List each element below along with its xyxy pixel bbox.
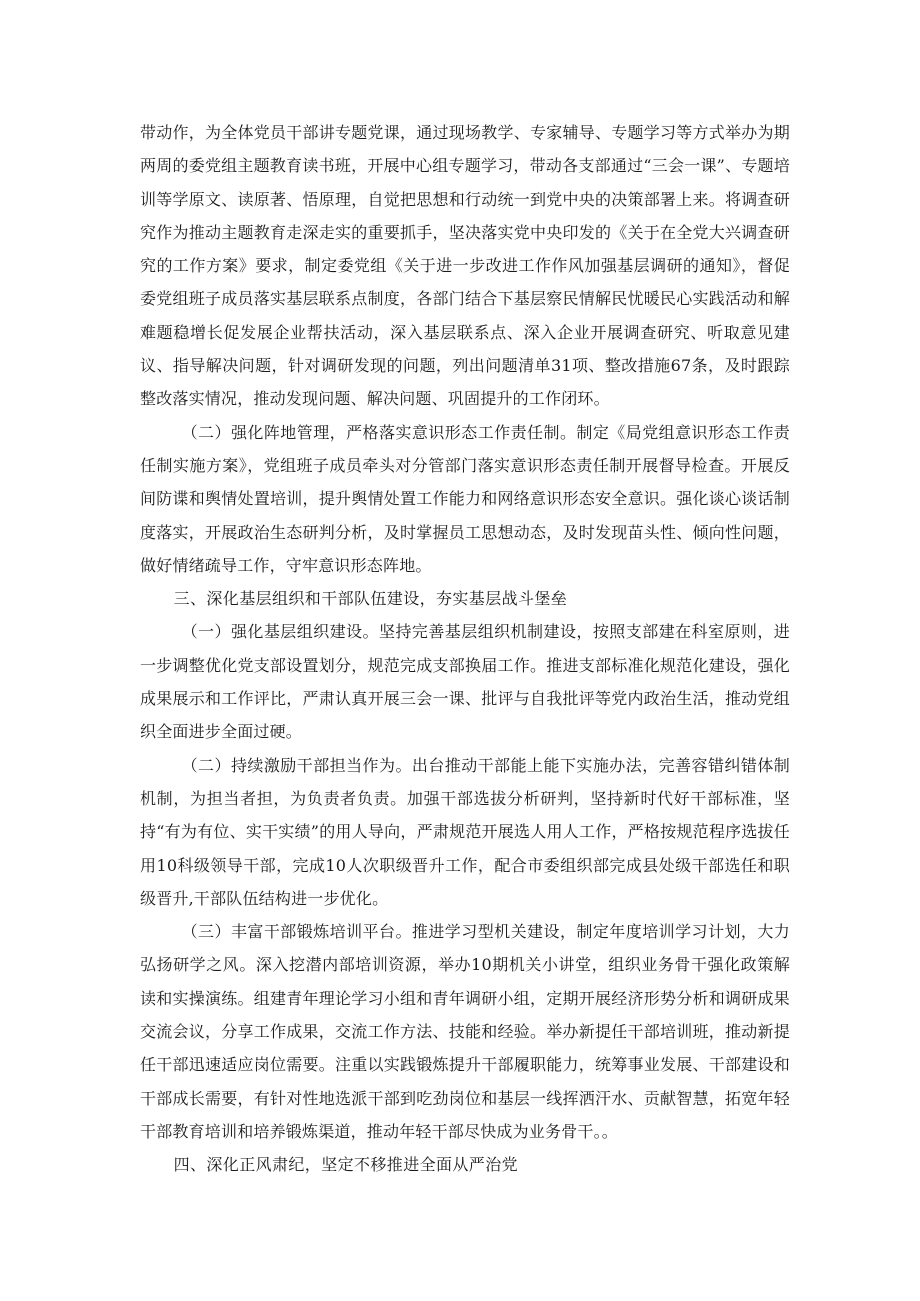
paragraph-grassroots-organization: （一）强化基层组织建设。坚持完善基层组织机制建设，按照支部建在科室原则，进一步调整优化党支部设置划分，规范完成支部换届工作。推进支部标准化规范化建设，强化成果展示和工作评比，严肃认真开展三会一课、批评与自我批评等党内政治生活，推动党组织全面进步全面过硬。 [140, 622, 790, 742]
section-heading-four: 四、深化正风肃纪，坚定不移推进全面从严治党 [173, 1155, 518, 1175]
document-body [140, 116, 790, 1182]
paragraph-ideology-position: （二）强化阵地管理，严格落实意识形态工作责任制。制定《局党组意识形态工作责任制实施方案》，党组班子成员牵头对分管部门落实意识形态责任制开展督导检查。开展反间防谍和舆情处置培训，提升舆情处置工作能力和网络意识形态安全意识。强化谈心谈话制度落实，开展政治生态研判分析，及时掌握员工思想动态，及时发现苗头性、倾向性问题，做好情绪疏导工作，守牢意识形态阵地。 [140, 422, 790, 575]
paragraph-study-and-research: 带动作，为全体党员干部讲专题党课，通过现场教学、专家辅导、专题学习等方式举办为期两周的委党组主题教育读书班，开展中心组专题学习，带动各支部通过“三会一课”、专题培训等学原文、读原著、悟原理，自觉把思想和行动统一到党中央的决策部署上来。将调查研究作为推动主题教育走深走实的重要抓手，坚决落实党中央印发的《关于在全党大兴调查研究的工作方案》要求，制定委党组《关于进一步改进工作作风加强基层调研的通知》，督促委党组班子成员落实基层联系点制度，各部门结合下基层察民情解民忧暖民心实践活动和解难题稳增长促发展企业帮扶活动，深入基层联系点、深入企业开展调查研究、听取意见建议、指导解决问题，针对调研发现的问题，列出问题清单31项、整改措施67条，及时跟踪整改落实情况，推动发现问题、解决问题、巩固提升的工作闭环。 [140, 123, 790, 409]
paragraph-cadre-training: （三）丰富干部锻炼培训平台。推进学习型机关建设，制定年度培训学习计划，大力弘扬研学之风。深入挖潜内部培训资源，举办10期机关小讲堂，组织业务骨干强化政策解读和实操演练。组建青年理论学习小组和青年调研小组，定期开展经济形势分析和调研成果交流会议，分享工作成果，交流工作方法、技能和经验。举办新提任干部培训班，推动新提任干部迅速适应岗位需要。注重以实践锻炼提升干部履职能力，统筹事业发展、干部建设和干部成长需要，有针对性地选派干部到吃劲岗位和基层一线挥洒汗水、贡献智慧，拓宽年轻干部教育培训和培养锻炼渠道，推动年轻干部尽快成为业务骨干。。 [140, 922, 790, 1141]
section-heading-three: 三、深化基层组织和干部队伍建设，夯实基层战斗堡垒 [173, 589, 568, 609]
paragraph-cadre-incentive: （二）持续激励干部担当作为。出台推动干部能上能下实施办法，完善容错纠错体制机制，为担当者担，为负责者负责。加强干部选拔分析研判，坚持新时代好干部标准，坚持“有为有位、实干实绩”的用人导向，严肃规范开展选人用人工作，严格按规范程序选拔任用10科级领导干部，完成10人次职级晋升工作，配合市委组织部完成县处级干部选任和职级晋升,干部队伍结构进一步优化。 [140, 755, 790, 908]
